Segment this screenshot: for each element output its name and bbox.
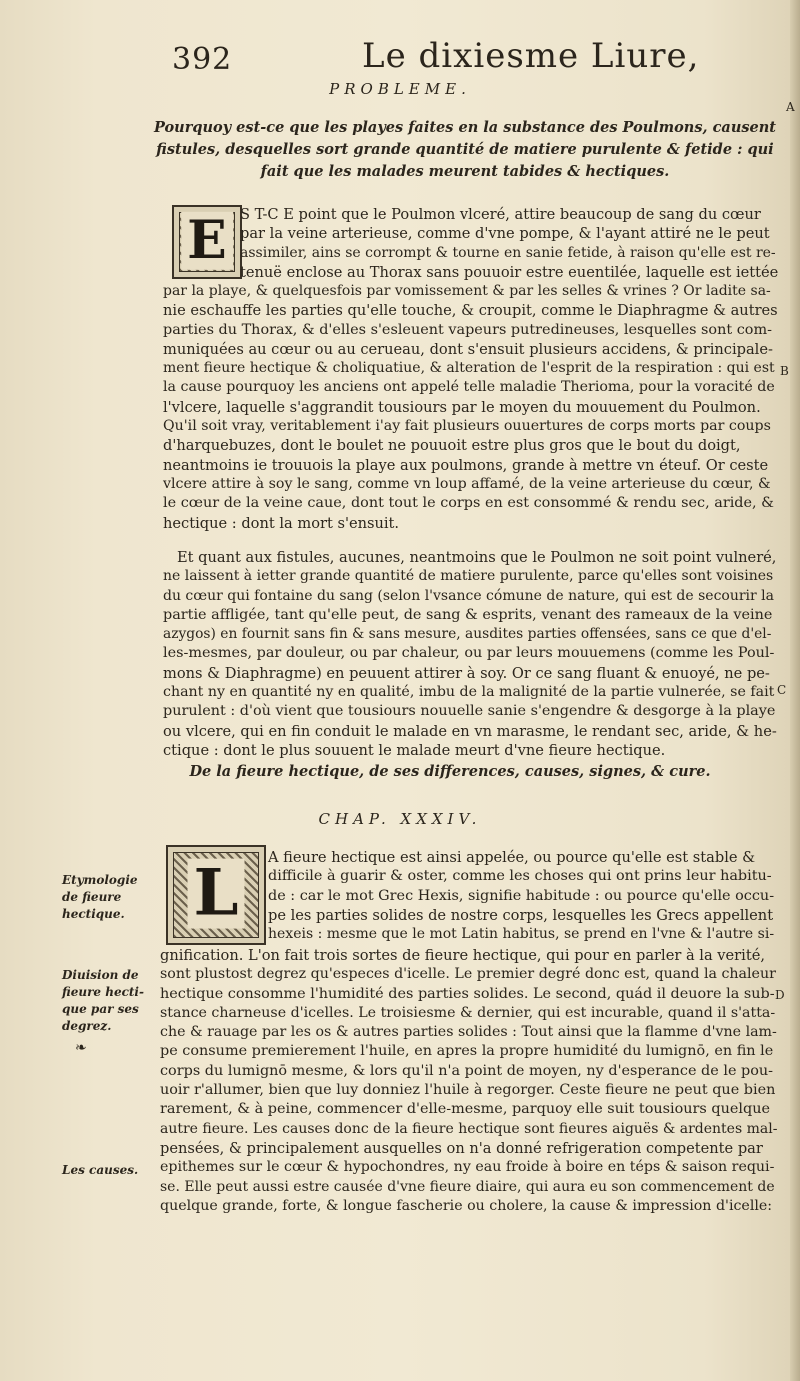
text-line: mons & Diaphragme) en peuuent attirer à soy. Or ce sang fluant & enuoyé, ne pe-: [163, 664, 770, 682]
text-line: difficile à guarir & oster, comme les choses qui ont prins leur habitu-: [268, 868, 772, 885]
text-line: le cœur de la veine caue, dont tout le corps en est consommé & rendu sec, aride, &: [163, 495, 774, 512]
text-line: ou vlcere, qui en fin conduit le malade en vn marasme, le rendant sec, aride, & he-: [163, 722, 777, 740]
page-header: [172, 36, 700, 86]
text-line: d'harquebuzes, dont le boulet ne pouuoit estre plus gros que le bout du doigt,: [163, 437, 741, 455]
text-line: sont plustost degrez qu'especes d'icelle. Le premier degré donc est, quand la chaleur: [160, 966, 776, 983]
text-line: pe les parties solides de nostre corps, lesquelles les Grecs appellent: [268, 906, 774, 924]
text-line: stance charneuse d'icelles. Le troisiesme & dernier, qui est incurable, quand il s'atta-: [160, 1004, 776, 1021]
drop-cap-ornament-1: [172, 205, 242, 279]
margin-note-causes: Les causes.: [62, 1163, 139, 1177]
text-line: corps du lumignō mesme, & lors qu'il n'a point de moyen, ny d'esperance de le pou-: [160, 1062, 774, 1079]
text-line: vlcere attire à soy le sang, comme vn loup affamé, de la veine arterieuse du cœur, &: [163, 475, 771, 492]
text-line: uoir r'allumer, bien que luy donniez l'huile à regorger. Ceste fieure ne peut que bien: [160, 1082, 776, 1099]
chapter-subject-heading: De la fieure hectique, de ses differences, causes, signes, & cure.: [189, 763, 711, 780]
problem-question: Pourquoy est-ce que les playes faites en la substance des Poulmons, causent fistules, desquelles sort grande quantité de matiere purulente & fetide : qui fait que les malades meurent tabides & hectiques.: [153, 119, 776, 180]
text-line: S T-C E point que le Poulmon vlceré, attire beaucoup de sang du cœur: [240, 206, 761, 223]
text-line: ne laissent à ietter grande quantité de matiere purulente, parce qu'elles sont voisines: [163, 568, 774, 585]
paragraph-3-indent: [268, 848, 778, 944]
text-line: autre fieure. Les causes donc de la fieure hectique sont fieures aiguës & ardentes mal-: [160, 1120, 778, 1137]
drop-cap-ornament-2: [166, 845, 266, 945]
margin-letter-c: C: [777, 683, 787, 697]
text-line: purulent : d'où vient que tousiours nouuelle sanie s'engendre & desgorge à la playe: [163, 703, 776, 720]
page-number: 392: [172, 42, 233, 77]
text-line: parties du Thorax, & d'elles s'esleuent vapeurs putredineuses, lesquelles sont com-: [163, 321, 772, 338]
text-line: hectique consomme l'humidité des parties solides. Le second, quád il deuore la sub-: [160, 985, 775, 1002]
text-line: hectique : dont la mort s'ensuit.: [163, 514, 400, 532]
chapter-heading: CHAP. XXXIV.: [318, 810, 482, 828]
margin-letter-a: A: [786, 100, 795, 114]
paragraph-1: [163, 282, 778, 533]
text-line: les-mesmes, par douleur, ou par chaleur, ou par leurs mouuemens (comme les Poul-: [163, 645, 775, 662]
text-line: par la veine arterieuse, comme d'vne pompe, & l'ayant attiré ne le peut: [240, 225, 770, 243]
text-line: quelque grande, forte, & longue fascherie ou cholere, la cause & impression d'icelle:: [160, 1197, 773, 1214]
text-line: A fieure hectique est ainsi appelée, ou pource qu'elle est stable &: [268, 849, 756, 866]
text-line: tenuë enclose au Thorax sans pouuoir estre euentilée, laquelle est iettée: [240, 263, 779, 281]
text-line: ment fieure hectique & choliquatiue, & alteration de l'esprit de la respiration : qui est: [163, 360, 775, 377]
text-line: assimiler, ains se corrompt & tourne en sanie fetide, à raison qu'elle est re-: [240, 244, 776, 261]
text-line: chant ny en quantité ny en qualité, imbu de la malignité de la partie vulnerée, se fait: [163, 684, 775, 701]
drop-cap-letter-2: L: [188, 859, 245, 929]
page-edge: [790, 0, 800, 1381]
margin-letter-d: D: [775, 988, 785, 1002]
text-line: par la playe, & quelquesfois par vomissement & par les selles & vrines ? Or ladite sa-: [163, 283, 771, 299]
text-line: l'vlcere, laquelle s'aggrandit tousiours par le moyen du mouuement du Poulmon.: [163, 398, 761, 416]
text-line: epithemes sur le cœur & hypochondres, ny eau froide à boire en téps & saison requi-: [160, 1159, 775, 1176]
text-line: hexeis : mesme que le mot Latin habitus, se prend en l'vne & l'autre si-: [268, 926, 775, 943]
paragraph-2: [163, 548, 778, 760]
drop-cap-letter-1: E: [181, 212, 233, 270]
margin-note-diuision: Diuision de fieure hecti-que par ses degrez.: [62, 968, 144, 1033]
paragraph-3: [160, 946, 778, 1216]
text-line: Et quant aux fistules, aucunes, neantmoins que le Poulmon ne soit point vulneré,: [177, 549, 777, 566]
text-line: azygos) en fournit sans fin & sans mesure, ausdites parties offensées, sans ce que d'el-: [163, 626, 772, 643]
text-line: gnification. L'on fait trois sortes de fieure hectique, qui pour en parler à la verité,: [160, 947, 765, 964]
text-line: che & rauage par les os & autres parties solides : Tout ainsi que la flamme d'vne lam-: [160, 1024, 777, 1041]
text-line: la cause pourquoy les anciens ont appelé telle maladie Therioma, pour la voracité de: [163, 379, 775, 396]
margin-letter-b: B: [780, 364, 789, 378]
text-line: Qu'il soit vray, veritablement i'ay fait plusieurs ouuertures de corps morts par coups: [163, 418, 771, 435]
text-line: rarement, & à peine, commencer d'elle-mesme, parquoy elle suit tousiours quelque: [160, 1101, 770, 1118]
text-line: muniquées au cœur ou au cerueau, dont s'ensuit plusieurs accidens, & principale-: [163, 340, 773, 358]
text-line: du cœur qui fontaine du sang (selon l'vsance cómune de nature, qui est de secourir la: [163, 587, 774, 604]
section-heading: PROBLEME.: [329, 80, 471, 98]
text-line: partie affligée, tant qu'elle peut, de sang & esprits, venant des rameaux de la veine: [163, 606, 773, 623]
text-line: neantmoins ie trouuois la playe aux poulmons, grande à mettre vn éteuf. Or ceste: [163, 456, 769, 474]
text-line: nie eschauffe les parties qu'elle touche, & croupit, comme le Diaphragme & autres: [163, 302, 778, 320]
text-line: se. Elle peut aussi estre causée d'vne fieure diaire, qui aura eu son commencement de: [160, 1178, 775, 1195]
text-line: ctique : dont le plus souuent le malade meurt d'vne fieure hectique.: [163, 741, 666, 759]
text-line: pe consume premierement l'huile, en apres la propre humidité du lumignō, en fin le: [160, 1043, 774, 1060]
text-line: pensées, & principalement ausquelles on n'a donné refrigeration competente par: [160, 1139, 763, 1157]
margin-note-etymologie: Etymologie de fieure hectique.: [62, 873, 138, 921]
fleuron-icon: ❧: [75, 1040, 87, 1056]
text-line: de : car le mot Grec Hexis, signifie habitude : ou pource qu'elle occu-: [268, 887, 775, 904]
paragraph-1-indent: [240, 205, 778, 282]
running-title: Le dixiesme Liure,: [362, 36, 700, 76]
